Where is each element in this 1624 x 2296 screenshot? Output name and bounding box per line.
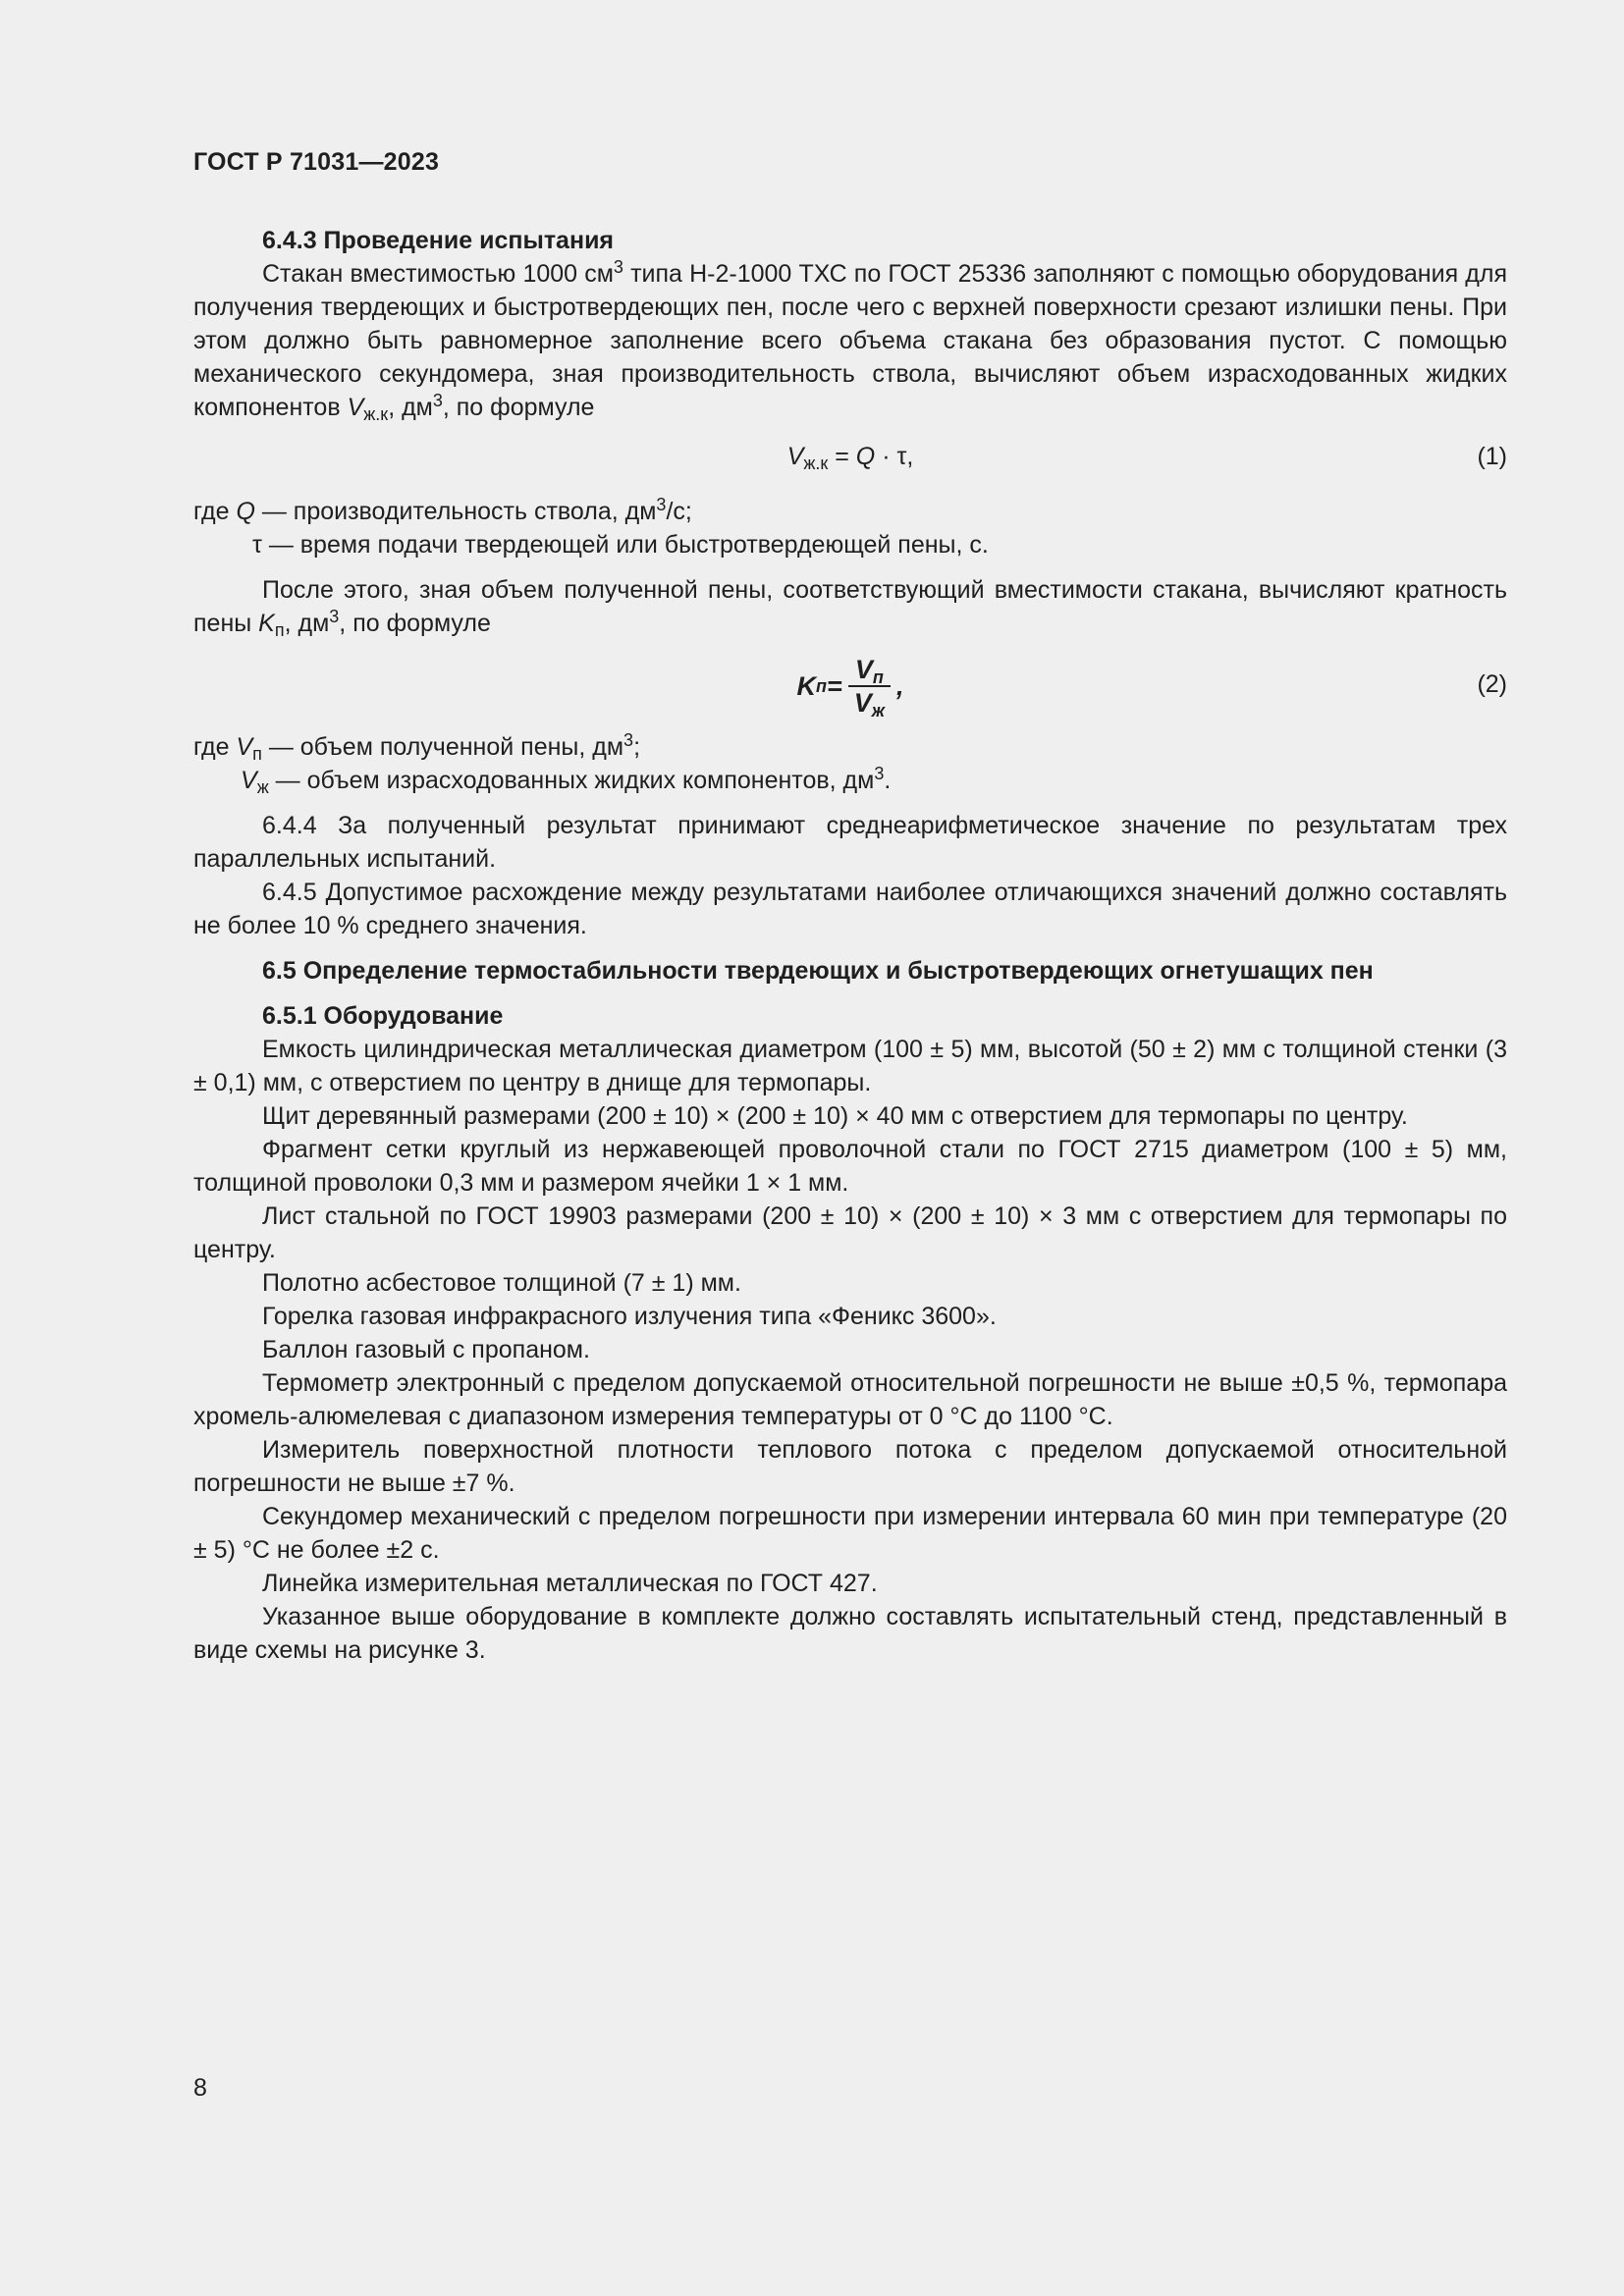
equipment-item: Линейка измерительная металлическая по ГОСТ 427. bbox=[262, 1570, 878, 1597]
where-vzh: $V_ж$ — объем израсходованных жидких компонентов, $дм^3$. bbox=[241, 764, 892, 797]
formula-number-1: (1) bbox=[1477, 443, 1507, 470]
standard-code: ГОСТ Р 71031—2023 bbox=[193, 148, 440, 176]
equipment-item: Емкость цилиндрическая металлическая диаметром (100 ± 5) мм, высотой (50 ± 2) мм с толщиной стенки (3 ± 0,1) мм, с отверстием по центру в днище для термопары. bbox=[193, 1036, 1507, 1096]
page-number: 8 bbox=[193, 2074, 207, 2102]
equipment-item: Указанное выше оборудование в комплекте должно составлять испытательный стенд, представленный в виде схемы на рисунке 3. bbox=[193, 1603, 1507, 1664]
paragraph-procedure: Стакан вместимостью 1000 $см^3$ типа Н-2-1000 ТХС по ГОСТ 25336 заполняют с помощью оборудования для получения твердеющих и быстротвердеющих пен, после чего с верхней поверхности срезают излишки пены. При этом должно быть равномерное заполнение всего объема стакана без образования пустот. С помощью механического секундомера, зная производительность ствола, вычисляют объем израсходованных жидких компонентов $V_{ж.к}$, $дм^3$, по формуле bbox=[193, 257, 1507, 424]
paragraph-expansion: После этого, зная объем полученной пены, соответствующий вместимости стакана, вычисляют кратность пены $K_п$, $дм^3$, по формуле bbox=[193, 576, 1507, 640]
equipment-item: Секундомер механический с пределом погрешности при измерении интервала 60 мин при температуре (20 ± 5) °С не более ±2 с. bbox=[193, 1503, 1507, 1564]
fraction: $\frac{V_п}{V_ж}$ bbox=[848, 654, 891, 719]
equipment-item: Лист стальной по ГОСТ 19903 размерами (200 ± 10) × (200 ± 10) × 3 мм с отверстием для термопары по центру. bbox=[193, 1202, 1507, 1263]
formula-2: K п = $\frac{V_п}{V_ж}$ , (2) bbox=[796, 655, 1507, 721]
section-heading-6-5: 6.5 Определение термостабильности твердеющих и быстротвердеющих огнетушащих пен bbox=[262, 957, 1374, 985]
equipment-item: Полотно асбестовое толщиной (7 ± 1) мм. bbox=[262, 1269, 741, 1297]
equipment-item: Щит деревянный размерами (200 ± 10) × (200 ± 10) × 40 мм с отверстием для термопары по центру. bbox=[262, 1102, 1408, 1130]
section-heading-6-5-1: 6.5.1 Оборудование bbox=[262, 1002, 504, 1030]
paragraph-6-4-5: 6.4.5 Допустимое расхождение между результатами наиболее отличающихся значений должно составлять не более 10 % среднего значения. bbox=[193, 879, 1507, 939]
equipment-item: Фрагмент сетки круглый из нержавеющей проволочной стали по ГОСТ 2715 диаметром (100 ± 5) мм, толщиной проволоки 0,3 мм и размером ячейки 1 × 1 мм. bbox=[193, 1136, 1507, 1197]
where-q: где Q — производительность ствола, $дм^3/с$; bbox=[193, 495, 692, 525]
where-tau: τ — время подачи твердеющей или быстротвердеющей пены, с. bbox=[252, 531, 989, 559]
formula-1: $V_{ж.к} = Q \cdot \tau$, (1) bbox=[193, 434, 1507, 481]
paragraph-6-4-4: 6.4.4 За полученный результат принимают среднеарифметическое значение по результатам трех параллельных испытаний. bbox=[193, 812, 1507, 873]
equipment-item: Измеритель поверхностной плотности теплового потока с пределом допускаемой относительной погрешности не выше ±7 %. bbox=[193, 1436, 1507, 1497]
equipment-item: Горелка газовая инфракрасного излучения типа «Феникс 3600». bbox=[262, 1303, 997, 1330]
formula-number-2: (2) bbox=[1477, 670, 1507, 698]
equipment-item: Термометр электронный с пределом допускаемой относительной погрешности не выше ±0,5 %, термопара хромель-алюмелевая с диапазоном измерения температуры от 0 °С до 1100 °С. bbox=[193, 1369, 1507, 1430]
where-vp: где $V_п$ — объем полученной пены, $дм^3$; bbox=[193, 730, 641, 764]
equipment-item: Баллон газовый с пропаном. bbox=[262, 1336, 590, 1363]
document-body bbox=[193, 224, 1507, 1667]
section-heading-6-4-3: 6.4.3 Проведение испытания bbox=[262, 227, 615, 254]
